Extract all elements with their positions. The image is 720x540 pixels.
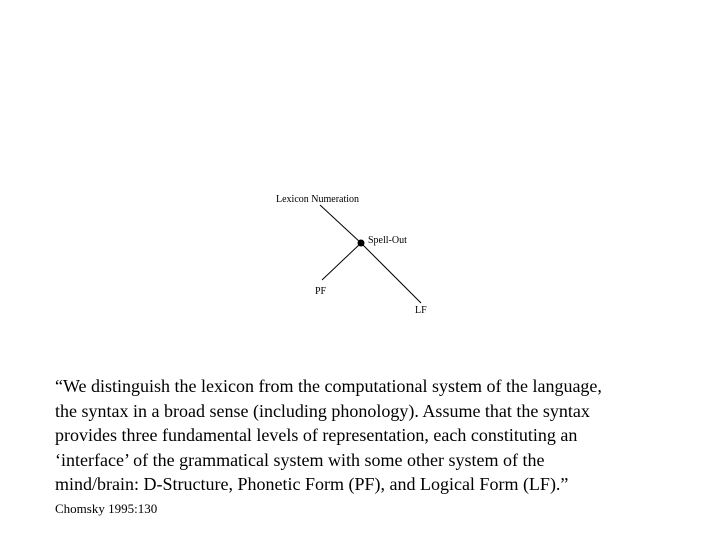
- quote-line: provides three fundamental levels of representation, each constituting an: [55, 425, 578, 445]
- edge-lexicon-to-spellout: [320, 205, 361, 243]
- quote-line: the syntax in a broad sense (including phonology). Assume that the syntax: [55, 400, 590, 421]
- pf-label: PF: [315, 286, 327, 297]
- edge-spellout-to-lf: [361, 243, 421, 303]
- citation: Chomsky 1995:130: [55, 501, 158, 516]
- lf-label: LF: [415, 305, 427, 316]
- quote-line: ‘interface’ of the grammatical system with some other system of the: [55, 449, 545, 470]
- quote-line: “We distinguish the lexicon from the computational system of the language,: [55, 376, 602, 396]
- chomsky-quote: [55, 374, 695, 497]
- lexicon-numeration-label: Lexicon Numeration: [276, 194, 360, 205]
- quote-line: mind/brain: D-Structure, Phonetic Form (PF), and Logical Form (LF).”: [55, 474, 569, 494]
- spell-out-label: Spell-Out: [368, 235, 407, 246]
- edge-spellout-to-pf: [322, 243, 361, 280]
